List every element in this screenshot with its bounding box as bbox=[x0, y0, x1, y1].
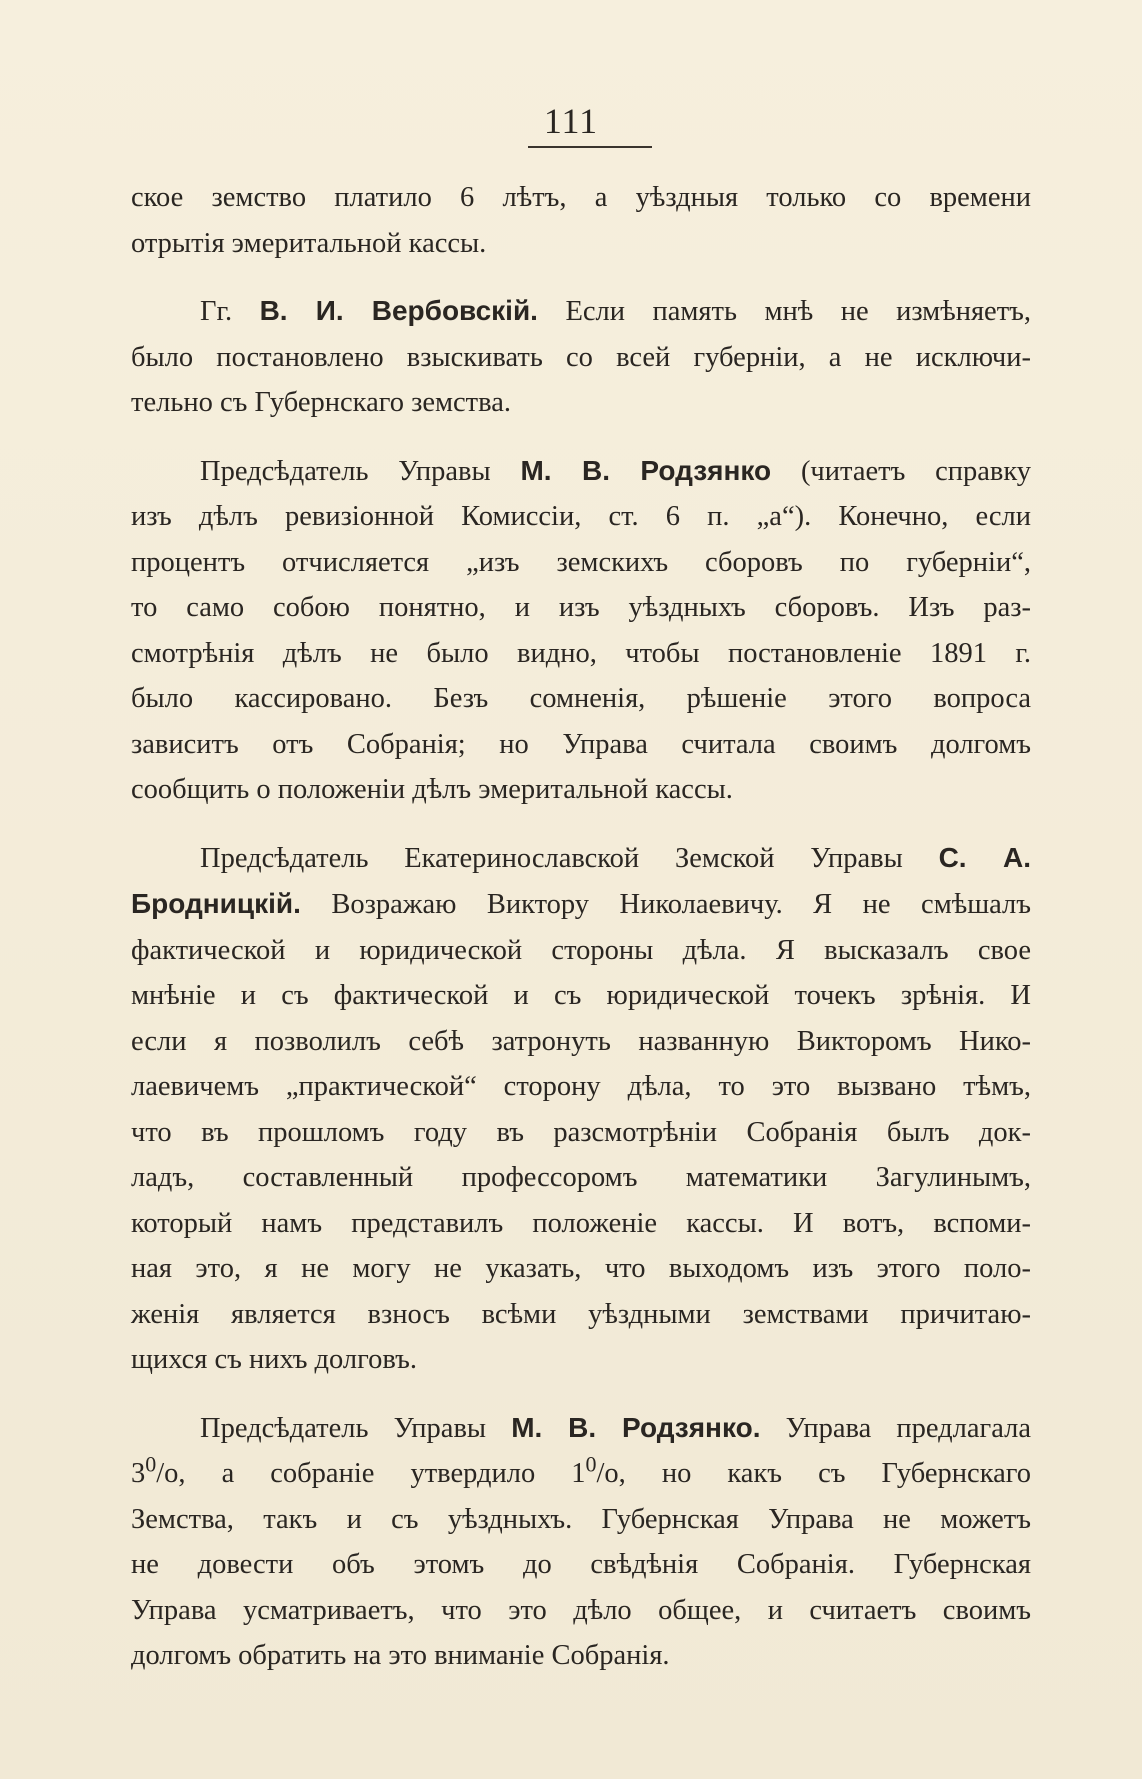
text-line: отрытія эмеритальной кассы. bbox=[131, 227, 487, 259]
text-line: если я позволилъ себѣ затронуть названную Викторомъ Нико- bbox=[131, 1025, 1031, 1057]
speaker-name: В. И. Вербовскій. bbox=[259, 295, 538, 326]
text-line: процентъ отчисляется „изъ земскихъ сборовъ по губерніи“, bbox=[131, 546, 1031, 578]
text-line: то само собою понятно, и изъ уѣздныхъ сборовъ. Изъ раз- bbox=[131, 592, 1031, 623]
speech-text: Если память мнѣ не измѣняетъ, bbox=[565, 296, 1032, 327]
speaker-name: М. В. Родзянко bbox=[520, 454, 772, 486]
speech-text: /o, а собраніе утвердило 1 bbox=[156, 1458, 586, 1489]
body-text bbox=[131, 175, 1031, 1701]
speech-text: (читаетъ справку bbox=[800, 455, 1032, 487]
paragraph-rodzyanko-1 bbox=[131, 448, 1031, 813]
text-line: ная это, я не могу не указать, что выходомъ изъ этого поло- bbox=[131, 1253, 1031, 1284]
page-number: 111 bbox=[543, 101, 599, 141]
speaker-prefix: Гг. bbox=[200, 296, 233, 327]
text-line: который намъ представилъ положеніе кассы. И вотъ, вспоми- bbox=[131, 1207, 1031, 1239]
text-line: сообщить о положеніи дѣлъ эмеритальной кассы. bbox=[131, 774, 733, 805]
text-line: фактической и юридической стороны дѣла. Я высказалъ свое bbox=[131, 934, 1031, 966]
speech-text: /o, но какъ съ Губернскаго bbox=[596, 1458, 1031, 1489]
speaker-prefix: Предсѣдатель Управы bbox=[200, 1412, 487, 1444]
percent-sup: 0 bbox=[145, 1451, 157, 1477]
text-line: было кассировано. Безъ сомненія, рѣшеніе этого вопроса bbox=[131, 683, 1031, 714]
text-line: смотрѣнія дѣлъ не было видно, чтобы постановленіе 1891 г. bbox=[131, 637, 1031, 669]
text-line: долгомъ обратить на это вниманіе Собранія. bbox=[131, 1640, 670, 1671]
paragraph-continuation bbox=[131, 175, 1031, 266]
text-line bbox=[131, 1451, 1031, 1497]
text-line: женія является взносъ всѣми уѣздными земствами причитаю- bbox=[131, 1298, 1031, 1330]
speaker-name: Бродницкій. bbox=[131, 888, 301, 919]
text-line bbox=[131, 448, 1031, 495]
text-line: щихся съ нихъ долговъ. bbox=[131, 1344, 417, 1375]
speech-text: Управа предлагала bbox=[785, 1412, 1032, 1444]
text-line: зависитъ отъ Собранія; но Управа считала своимъ долгомъ bbox=[131, 728, 1031, 760]
text-line: было постановлено взыскивать со всей губерніи, а не исключи- bbox=[131, 341, 1031, 373]
text-line bbox=[131, 288, 1031, 335]
text-line: тельно съ Губернскаго земства. bbox=[131, 387, 511, 418]
paragraph-verbovsky bbox=[131, 288, 1031, 426]
speech-text: Возражаю Виктору Николаевичу. Я не смѣшалъ bbox=[331, 889, 1032, 920]
text-line: лаевичемъ „практической“ сторону дѣла, то это вызвано тѣмъ, bbox=[131, 1071, 1031, 1102]
text-line: не довести объ этомъ до свѣдѣнія Собранія. Губернская bbox=[131, 1549, 1031, 1580]
text-line bbox=[131, 835, 1031, 882]
text-line bbox=[131, 881, 1031, 928]
text-line: ладъ, составленный профессоромъ математики Загулинымъ, bbox=[131, 1162, 1031, 1193]
percent-sup: 0 bbox=[585, 1451, 597, 1477]
text-line bbox=[131, 1405, 1031, 1452]
text-line: ское земство платило 6 лѣтъ, а уѣздныя только со времени bbox=[131, 182, 1031, 213]
percent-value: 3 bbox=[131, 1458, 146, 1489]
paragraph-rodzyanko-2 bbox=[131, 1405, 1031, 1679]
speaker-name: М. В. Родзянко. bbox=[511, 1411, 761, 1443]
paragraph-brodnitsky bbox=[131, 835, 1031, 1383]
speaker-initials: С. А. bbox=[938, 841, 1032, 873]
text-line: Земства, такъ и съ уѣздныхъ. Губернская Управа не можетъ bbox=[131, 1503, 1031, 1535]
header-rule bbox=[528, 146, 652, 148]
text-line: изъ дѣлъ ревизіонной Комиссіи, ст. 6 п. „а“). Конечно, если bbox=[131, 501, 1031, 532]
text-line: что въ прошломъ году въ разсмотрѣніи Собранія былъ док- bbox=[131, 1116, 1031, 1148]
text-line: Управа усматриваетъ, что это дѣло общее, и считаетъ своимъ bbox=[131, 1594, 1031, 1626]
speaker-prefix: Предсѣдатель Управы bbox=[200, 455, 491, 487]
speaker-prefix: Предсѣдатель Екатеринославской Земской Управы bbox=[200, 842, 903, 874]
text-line: мнѣніе и съ фактической и съ юридической точекъ зрѣнія. И bbox=[131, 980, 1031, 1011]
